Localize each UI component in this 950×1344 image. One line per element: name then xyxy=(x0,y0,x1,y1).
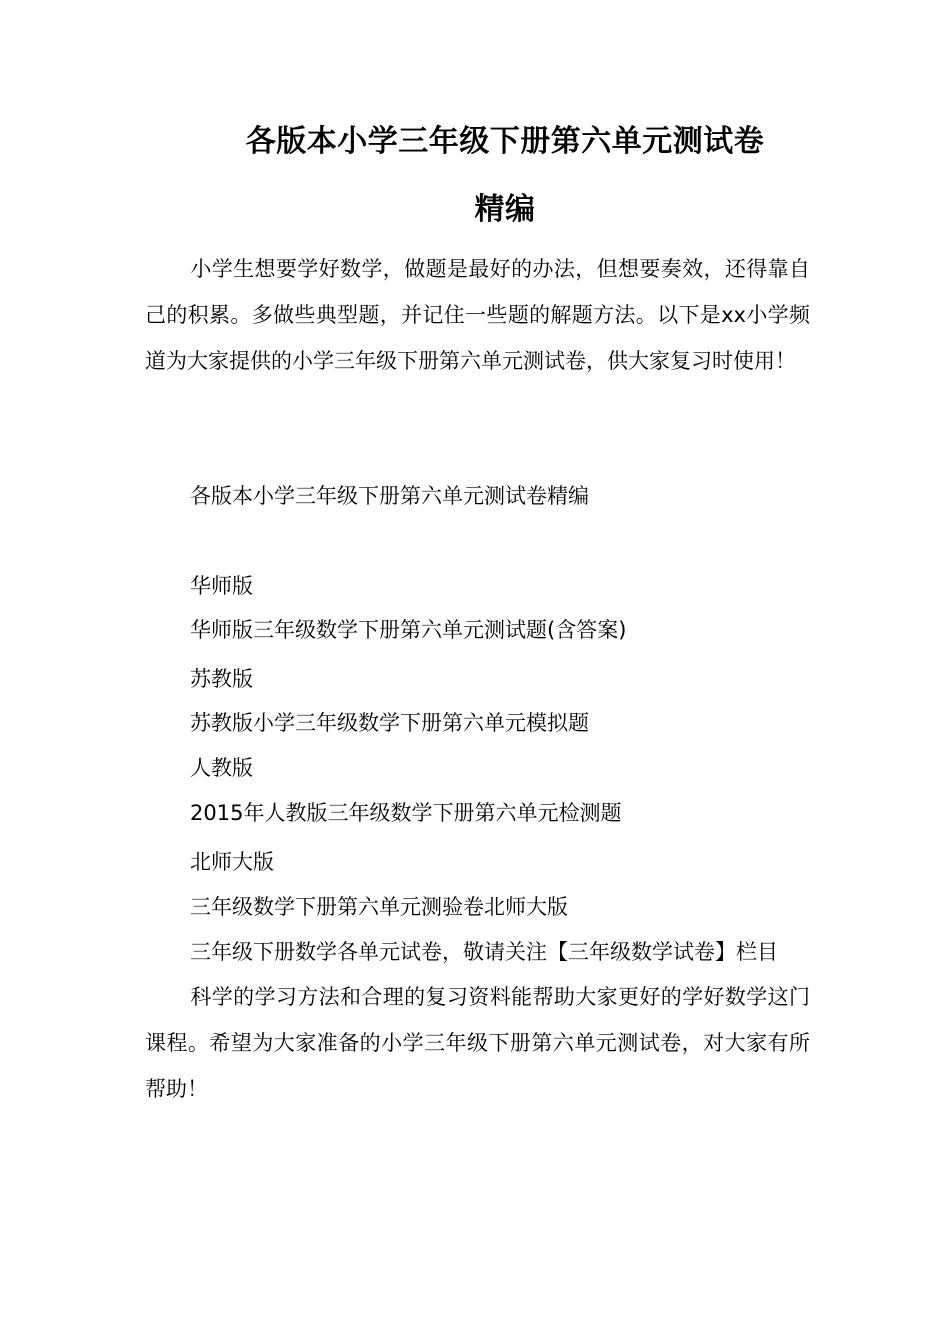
section-item-renjiao: 2015年人教版三年级数学下册第六单元检测题 xyxy=(190,801,622,825)
subtitle: 各版本小学三年级下册第六单元测试卷精编 xyxy=(190,484,589,508)
section-edition-renjiao: 人教版 xyxy=(190,756,253,780)
closing-text: 科学的学习方法和合理的复习资料能帮助大家更好的学好数学这门课程。希望为大家准备的小学三年级下册第六单元测试卷，对大家有所帮助！ xyxy=(145,985,810,1101)
section-item-beishida: 三年级数学下册第六单元测验卷北师大版 xyxy=(190,895,568,919)
closing-paragraph xyxy=(145,974,810,1112)
section-item-sujiao: 苏教版小学三年级数学下册第六单元模拟题 xyxy=(190,711,589,735)
intro-paragraph xyxy=(145,246,810,384)
section-edition-beishida: 北师大版 xyxy=(190,850,274,874)
section-item-huashi: 华师版三年级数学下册第六单元测试题(含答案) xyxy=(190,618,627,642)
document-title-line-1: 各版本小学三年级下册第六单元测试卷 xyxy=(245,124,765,159)
document-title-line-2: 精编 xyxy=(474,192,536,227)
section-edition-huashi: 华师版 xyxy=(190,574,253,598)
notice-line: 三年级下册数学各单元试卷，敬请关注【三年级数学试卷】栏目 xyxy=(190,940,778,964)
intro-text: 小学生想要学好数学，做题是最好的办法，但想要奏效，还得靠自己的积累。多做些典型题，并记住一些题的解题方法。以下是xx小学频道为大家提供的小学三年级下册第六单元测试卷，供大家复习时使用！ xyxy=(145,257,810,373)
section-edition-sujiao: 苏教版 xyxy=(190,667,253,691)
